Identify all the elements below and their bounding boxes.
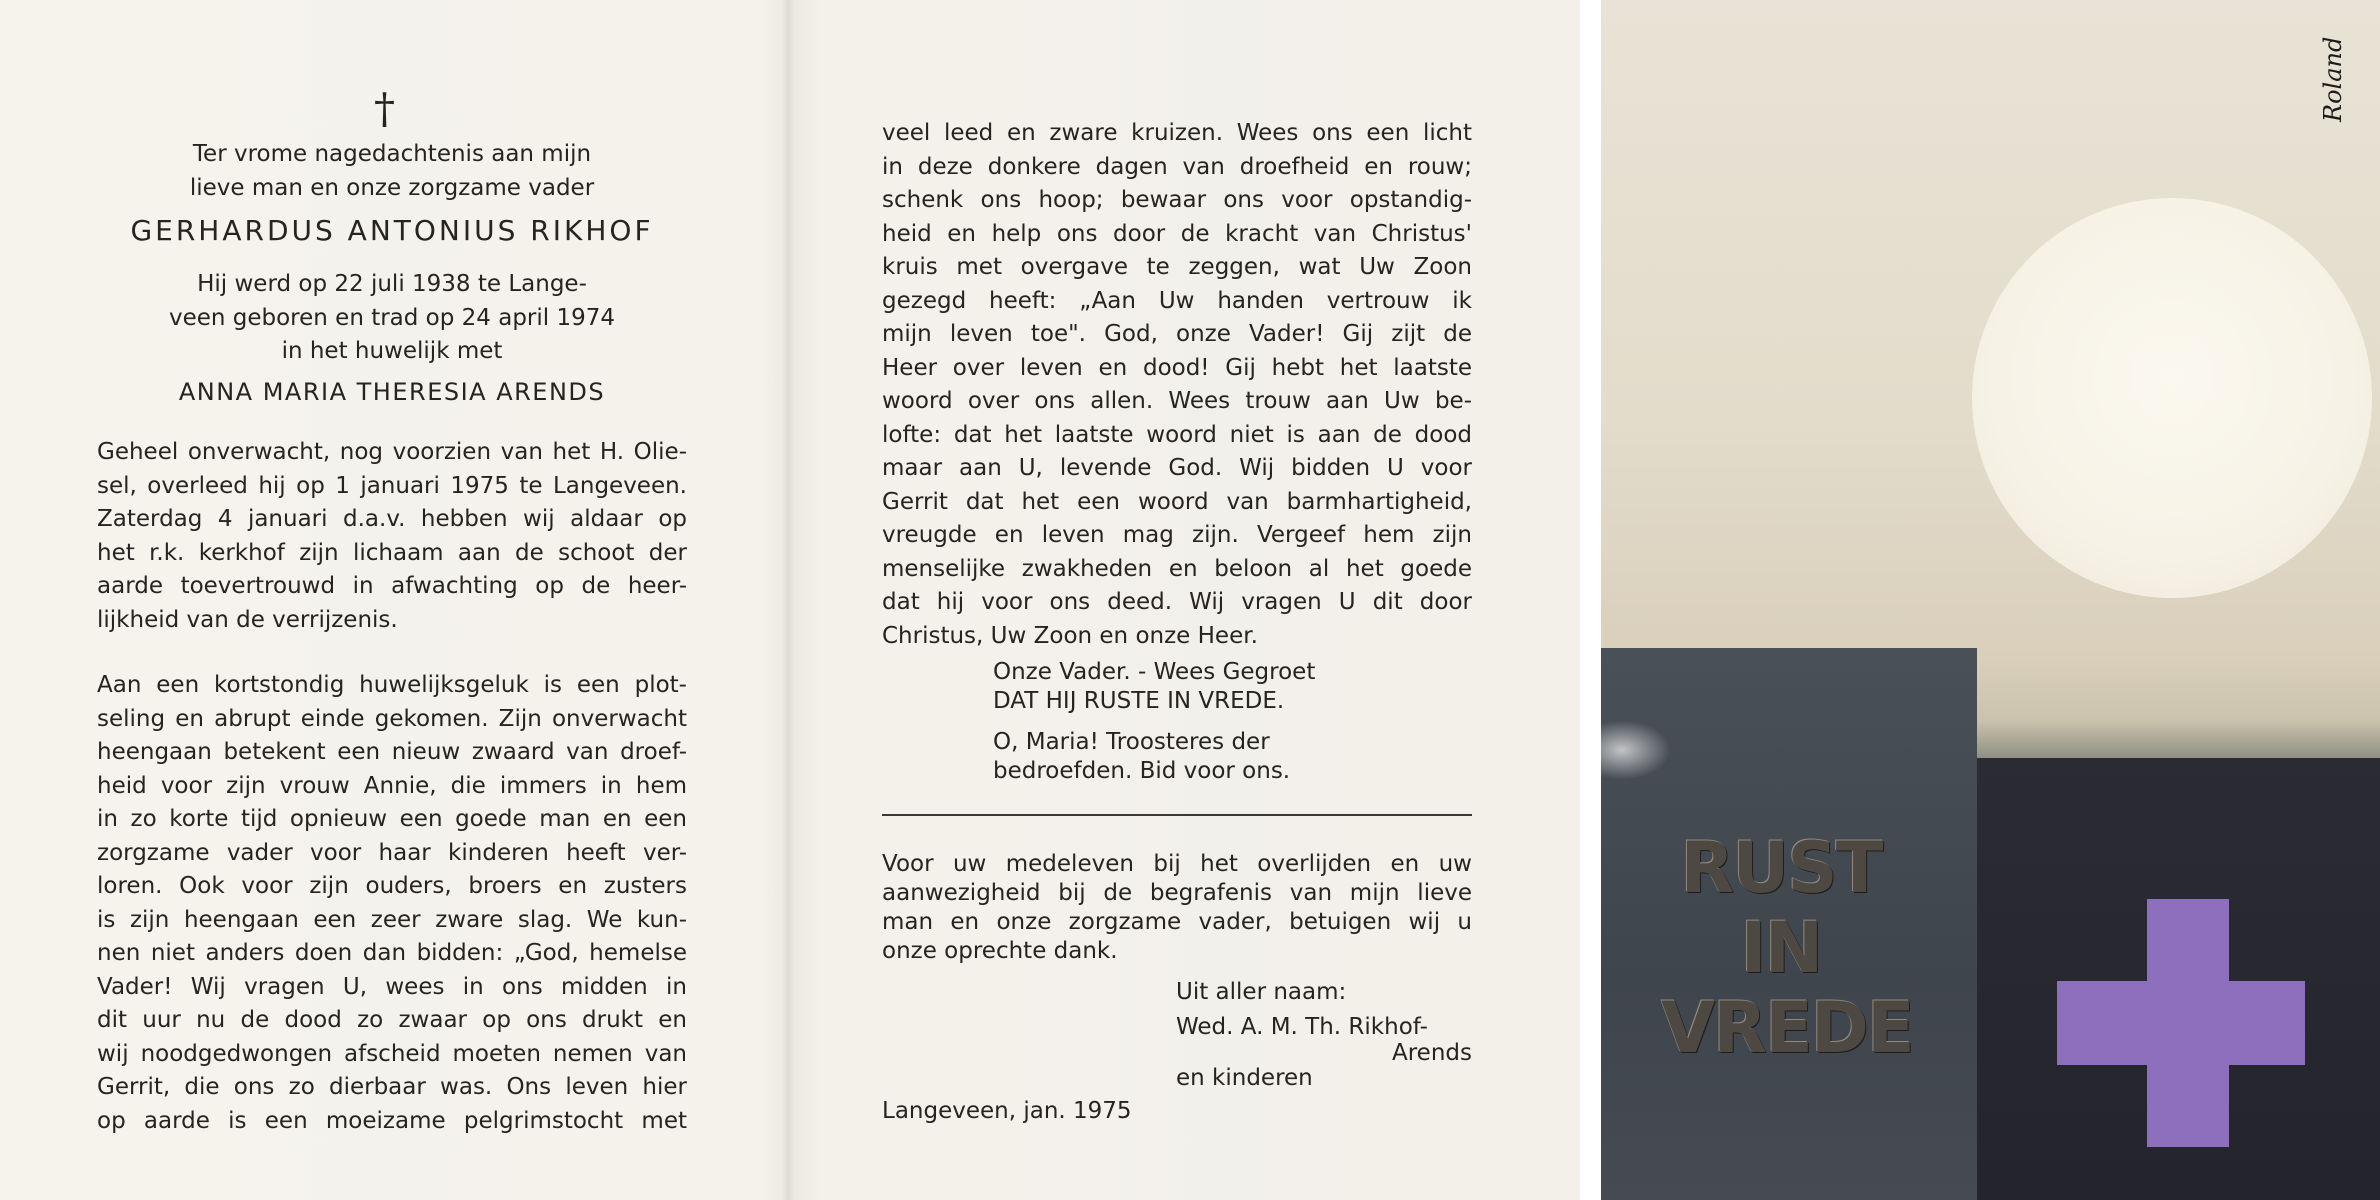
text-line: kruis met overgave te zeggen, wat Uw Zoon	[882, 254, 1472, 280]
separator-line	[882, 814, 1472, 816]
artist-signature: Roland	[2319, 36, 2347, 122]
cover-title	[1661, 827, 1913, 1069]
prayer-onze-vader	[993, 658, 1359, 716]
text-line: heengaan betekent een nieuw zwaard van droef-	[97, 739, 687, 765]
signoff-label: Uit aller naam:	[1176, 979, 1347, 1005]
text-line: Aan een kortstondig huwelijksgeluk is een plot-	[97, 672, 687, 698]
text-line: Heer over leven en dood! Gij hebt het laatste	[882, 354, 1472, 381]
text-line: aanwezigheid bij de begrafenis van mijn lieve	[882, 880, 1472, 906]
intro-text	[97, 138, 687, 205]
place-date: Langeveen, jan. 1975	[882, 1098, 1132, 1124]
text-line: Vader! Wij vragen U, wees in ons midden in	[97, 973, 687, 1000]
text-line: wij noodgedwongen afscheid moeten nemen van	[97, 1040, 687, 1067]
cross-symbol: †	[374, 84, 395, 133]
birth-line: in het huwelijk met	[281, 338, 503, 364]
moon-circle	[1972, 198, 2372, 598]
text-line: dat hij voor ons deed. Wij vragen U dit door	[882, 589, 1472, 615]
text-line: is zijn heengaan een zeer zware slag. We kun-	[97, 906, 687, 933]
cover-title-line: IN	[1740, 907, 1822, 989]
text-line: Zaterdag 4 januari d.a.v. hebben wij aldaar op	[97, 506, 687, 532]
text-line: sel, overleed hij op 1 januari 1975 te Langeveen.	[97, 472, 687, 499]
paint-splash	[1601, 720, 1671, 780]
text-line: veel leed en zware kruizen. Wees ons een licht	[882, 120, 1472, 146]
text-line: onze oprechte dank.	[882, 938, 1118, 964]
text-line: loren. Ook voor zijn ouders, broers en zusters	[97, 873, 687, 899]
prayer-line: Onze Vader. - Wees Gegroet	[993, 659, 1316, 685]
signoff	[1176, 978, 1472, 1093]
text-line: heid voor zijn vrouw Annie, die immers in hem	[97, 772, 687, 799]
text-line: woord over ons allen. Wees trouw aan Uw be-	[882, 388, 1472, 414]
thanks-paragraph	[882, 850, 1472, 966]
text-line: mijn leven toe". God, onze Vader! Gij zijt de	[882, 321, 1472, 347]
text-line: zorgzame vader voor haar kinderen heeft ver-	[97, 839, 687, 866]
text-line: man en onze zorgzame vader, betuigen wij u	[882, 909, 1472, 935]
text-line: Geheel onverwacht, nog voorzien van het H. Olie-	[97, 439, 687, 465]
prayer-line: O, Maria! Troosteres der	[993, 729, 1270, 755]
death-paragraph	[97, 436, 687, 637]
text-line: op aarde is een moeizame pelgrimstocht met	[97, 1107, 687, 1134]
tribute-paragraph	[97, 669, 687, 1138]
text-line: nen niet anders doen dan bidden: „God, hemelse	[97, 940, 687, 966]
cover-title-line: RUST	[1680, 827, 1882, 909]
text-line: vreugde en leven mag zijn. Vergeef hem zijn	[882, 522, 1472, 548]
birth-line: veen geboren en trad op 24 april 1974	[168, 304, 616, 331]
text-line: Voor uw medeleven bij het overlijden en uw	[882, 851, 1472, 877]
prayer-line: DAT HIJ RUSTE IN VREDE.	[993, 688, 1285, 714]
cover-title-line: VREDE	[1661, 987, 1913, 1069]
text-line: in zo korte tijd opnieuw een goede man en een	[97, 806, 687, 832]
cover-artwork	[1601, 0, 2380, 1200]
text-line: lofte: dat het laatste woord niet is aan de dood	[882, 421, 1472, 448]
text-line: dit uur nu de dood zo zwaar op ons drukt en	[97, 1007, 687, 1033]
birth-marriage-text	[97, 268, 687, 369]
text-line: Christus, Uw Zoon en onze Heer.	[882, 622, 1258, 649]
text-line: schenk ons hoop; bewaar ons voor opstandig-	[882, 187, 1472, 213]
text-line: aarde toevertrouwd in afwachting op de heer-	[97, 573, 687, 599]
signoff-name-continued: Arends	[1392, 1040, 1472, 1066]
deceased-name: GERHARDUS ANTONIUS RIKHOF	[130, 214, 654, 247]
text-line: lijkheid van de verrijzenis.	[97, 606, 398, 633]
text-line: Gerrit, die ons zo dierbaar was. Ons leven hier	[97, 1074, 687, 1100]
purple-cross-horizontal	[2057, 981, 2305, 1065]
birth-line: Hij werd op 22 juli 1938 te Lange-	[197, 271, 587, 297]
text-line: in deze donkere dagen van droefheid en rouw;	[882, 153, 1472, 180]
text-line: het r.k. kerkhof zijn lichaam aan de schoot der	[97, 539, 687, 566]
spouse-name: ANNA MARIA THERESIA ARENDS	[178, 378, 606, 406]
text-line: menselijke zwakheden en beloon al het goede	[882, 555, 1472, 582]
text-line: maar aan U, levende God. Wij bidden U voor	[882, 455, 1472, 481]
text-line: Gerrit dat het een woord van barmhartigheid,	[882, 488, 1472, 515]
signoff-name: Wed. A. M. Th. Rikhof-	[1176, 1014, 1428, 1040]
prayer-paragraph	[882, 117, 1472, 653]
prayer-line: bedroefden. Bid voor ons.	[993, 758, 1291, 784]
card-fold	[782, 0, 794, 1200]
prayer-maria	[993, 728, 1359, 786]
intro-line: Ter vrome nagedachtenis aan mijn	[192, 141, 592, 167]
text-line: heid en help ons door de kracht van Christus'	[882, 220, 1472, 247]
text-line: seling en abrupt einde gekomen. Zijn onverwacht	[97, 705, 687, 732]
intro-line: lieve man en onze zorgzame vader	[189, 174, 595, 201]
signoff-children: en kinderen	[1176, 1065, 1313, 1091]
text-line: gezegd heeft: „Aan Uw handen vertrouw ik	[882, 287, 1472, 314]
